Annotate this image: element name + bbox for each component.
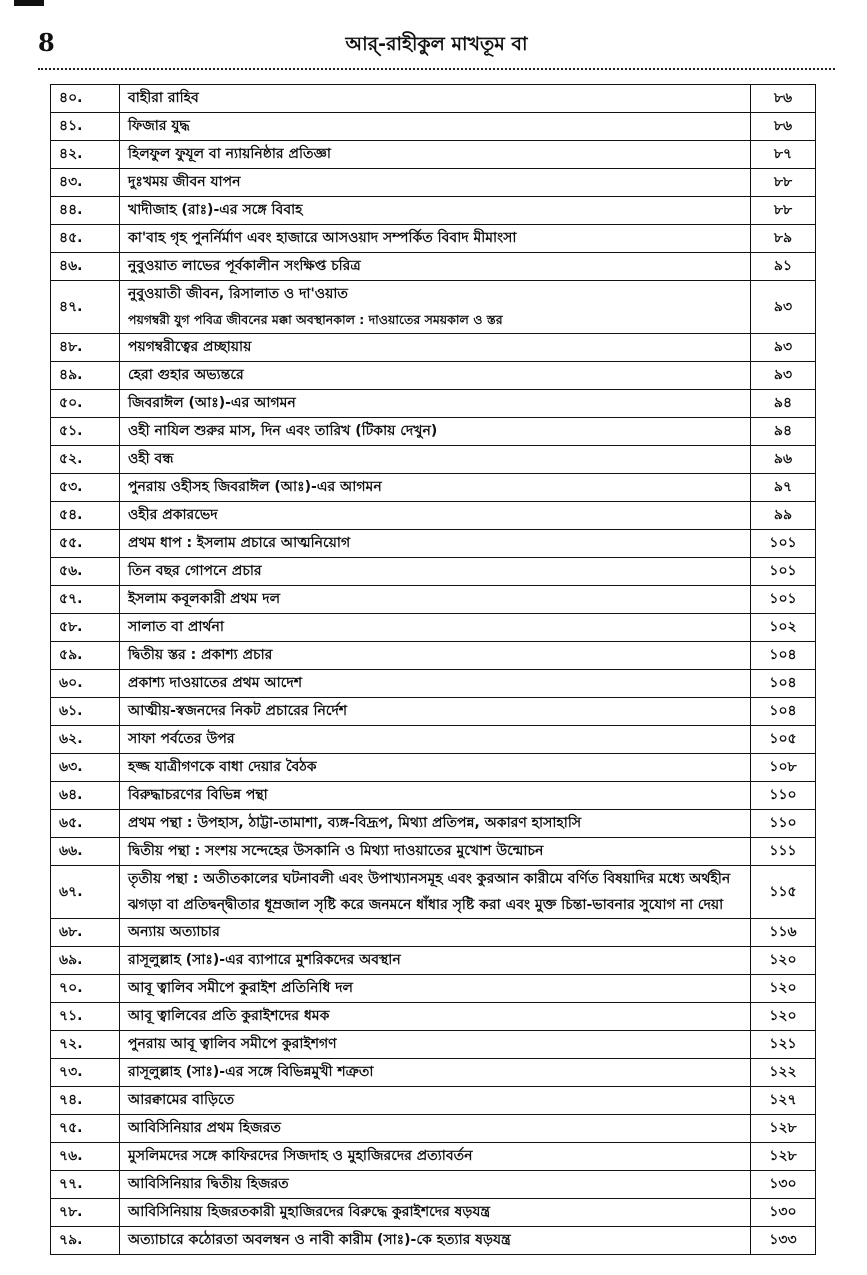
toc-entry-page: ৯৭	[751, 474, 816, 502]
toc-entry-title-cell	[120, 975, 751, 1003]
toc-entry-number: ৬৫.	[51, 810, 120, 838]
top-edge-bar	[14, 0, 44, 6]
toc-entry-number: ৭৮.	[51, 1199, 120, 1227]
toc-entry-page: ৯৩	[751, 281, 816, 334]
toc-entry-title: হিলফুল ফুযূল বা ন্যায়নিষ্ঠার প্রতিজ্ঞা	[128, 146, 331, 162]
toc-entry-title-cell	[120, 253, 751, 281]
toc-entry-title: হেরা গুহার অভ্যন্তরে	[128, 367, 244, 383]
toc-row	[51, 197, 816, 225]
toc-entry-number: ৬০.	[51, 670, 120, 698]
toc-entry-number: ৭৬.	[51, 1143, 120, 1171]
toc-entry-page: ১০৫	[751, 726, 816, 754]
toc-entry-page: ৯৩	[751, 362, 816, 390]
toc-entry-title-cell	[120, 502, 751, 530]
toc-row	[51, 169, 816, 197]
toc-row	[51, 975, 816, 1003]
toc-entry-number: ৪৭.	[51, 281, 120, 334]
toc-entry-title-cell	[120, 474, 751, 502]
toc-entry-title: কা'বাহ গৃহ পুনর্নির্মাণ এবং হাজারে আসওয়াদ সম্পর্কিত বিবাদ মীমাংসা	[128, 230, 517, 246]
page-number: 8	[38, 28, 55, 57]
toc-row	[51, 390, 816, 418]
toc-row	[51, 502, 816, 530]
toc-entry-title-cell	[120, 334, 751, 362]
toc-entry-title: সালাত বা প্রার্থনা	[128, 619, 224, 635]
toc-entry-number: ৬৮.	[51, 919, 120, 947]
toc-entry-title: বিরুদ্ধাচরণের বিভিন্ন পন্থা	[128, 787, 268, 803]
toc-entry-page: ১০৪	[751, 642, 816, 670]
toc-entry-number: ৬৭.	[51, 866, 120, 919]
toc-entry-number: ৬৯.	[51, 947, 120, 975]
toc-entry-title-cell	[120, 782, 751, 810]
toc-entry-title-cell	[120, 947, 751, 975]
toc-entry-title: অন্যায় অত্যাচার	[128, 924, 220, 940]
toc-entry-title: তিন বছর গোপনে প্রচার	[128, 563, 262, 579]
toc-entry-title-cell	[120, 446, 751, 474]
toc-row	[51, 642, 816, 670]
toc-entry-title-cell	[120, 1059, 751, 1087]
toc-entry-page: ১১০	[751, 810, 816, 838]
toc-entry-title-cell	[120, 1087, 751, 1115]
toc-entry-page: ৮৬	[751, 113, 816, 141]
toc-entry-title-cell	[120, 810, 751, 838]
toc-entry-title: মুসলিমদের সঙ্গে কাফিরদের সিজদাহ ও মুহাজিরদের প্রত্যাবর্তন	[128, 1148, 473, 1164]
toc-entry-number: ৭০.	[51, 975, 120, 1003]
toc-row	[51, 1087, 816, 1115]
toc-entry-page: ১৩০	[751, 1171, 816, 1199]
toc-entry-page: ১০১	[751, 586, 816, 614]
toc-entry-page: ১০১	[751, 530, 816, 558]
toc-entry-number: ৫৭.	[51, 586, 120, 614]
toc-row	[51, 754, 816, 782]
toc-entry-title: তৃতীয় পন্থা : অতীতকালের ঘটনাবলী এবং উপাখ্যানসমূহ এবং কুরআন কারীমে বর্ণিত বিষয়াদির মধ্যে অর্থহীন	[128, 871, 731, 887]
toc-entry-page: ১০১	[751, 558, 816, 586]
toc-entry-title: আবিসিনিয়ার প্রথম হিজরত	[128, 1120, 281, 1136]
toc-entry-title-cell	[120, 1227, 751, 1255]
toc-entry-title-cell	[120, 85, 751, 113]
toc-row	[51, 141, 816, 169]
toc-entry-number: ৭২.	[51, 1031, 120, 1059]
toc-entry-number: ৭৯.	[51, 1227, 120, 1255]
toc-entry-title-cell	[120, 670, 751, 698]
toc-entry-title: দ্বিতীয় পন্থা : সংশয় সন্দেহের উসকানি ও মিথ্যা দাওয়াতের মুখোশ উন্মোচন	[128, 843, 544, 859]
header-divider	[38, 68, 835, 70]
toc-entry-page: ১২০	[751, 975, 816, 1003]
toc-row	[51, 1199, 816, 1227]
toc-entry-number: ৬৪.	[51, 782, 120, 810]
toc-entry-title-cell	[120, 530, 751, 558]
toc-entry-number: ৬৬.	[51, 838, 120, 866]
toc-entry-number: ৫০.	[51, 390, 120, 418]
toc-row	[51, 866, 816, 919]
toc-entry-title-continued: ঝগড়া বা প্রতিদ্বন্দ্বীতার ধূম্রজাল সৃষ্টি করে জনমনে ধাঁধার সৃষ্টি করা এবং মুক্ত চিন্তা-ভাবনার সুযোগ না দেয়া	[128, 897, 724, 913]
toc-entry-page: ৯৪	[751, 390, 816, 418]
toc-entry-page: ৮৮	[751, 197, 816, 225]
toc-row	[51, 670, 816, 698]
toc-entry-page: ১০৮	[751, 754, 816, 782]
toc-entry-title: দুঃখময় জীবন যাপন	[128, 174, 241, 190]
toc-entry-page: ১১৬	[751, 919, 816, 947]
toc-entry-page: ১২৮	[751, 1143, 816, 1171]
toc-row	[51, 810, 816, 838]
toc-entry-title: খাদীজাহ (রাঃ)-এর সঙ্গে বিবাহ	[128, 202, 303, 218]
toc-row	[51, 1003, 816, 1031]
toc-entry-title: ইসলাম কবূলকারী প্রথম দল	[128, 591, 281, 607]
toc-row	[51, 1031, 816, 1059]
toc-entry-title-cell	[120, 225, 751, 253]
toc-entry-number: ৫৬.	[51, 558, 120, 586]
toc-entry-title: অত্যাচারে কঠোরতা অবলম্বন ও নাবী কারীম (সাঃ)-কে হত্যার ষড়যন্ত্র	[128, 1232, 511, 1248]
toc-entry-title: বাহীরা রাহিব	[128, 90, 199, 106]
toc-row	[51, 530, 816, 558]
toc-entry-number: ৫৫.	[51, 530, 120, 558]
toc-row	[51, 334, 816, 362]
toc-entry-title-cell	[120, 197, 751, 225]
toc-entry-number: ৫২.	[51, 446, 120, 474]
toc-entry-page: ৯৬	[751, 446, 816, 474]
toc-row	[51, 614, 816, 642]
toc-entry-number: ৪২.	[51, 141, 120, 169]
toc-entry-title-cell	[120, 919, 751, 947]
toc-row	[51, 281, 816, 334]
toc-entry-title-cell	[120, 1003, 751, 1031]
toc-entry-number: ৫৯.	[51, 642, 120, 670]
toc-entry-page: ১২০	[751, 1003, 816, 1031]
toc-entry-page: ১১৫	[751, 866, 816, 919]
toc-entry-title-cell	[120, 586, 751, 614]
toc-entry-page: ১১১	[751, 838, 816, 866]
toc-entry-title-cell	[120, 754, 751, 782]
toc-row	[51, 698, 816, 726]
toc-entry-number: ৫৪.	[51, 502, 120, 530]
toc-entry-title: পয়গম্বরীত্বের প্রচ্ছায়ায়	[128, 339, 252, 355]
toc-entry-page: ১০২	[751, 614, 816, 642]
toc-entry-number: ৪৪.	[51, 197, 120, 225]
toc-entry-page: ১৩০	[751, 1199, 816, 1227]
toc-entry-number: ৪৬.	[51, 253, 120, 281]
toc-row	[51, 586, 816, 614]
toc-entry-title-cell	[120, 169, 751, 197]
toc-entry-title-cell	[120, 1171, 751, 1199]
toc-entry-title: প্রকাশ্য দাওয়াতের প্রথম আদেশ	[128, 675, 303, 691]
toc-entry-number: ৭৭.	[51, 1171, 120, 1199]
toc-entry-page: ৮৬	[751, 85, 816, 113]
toc-entry-page: ৯৯	[751, 502, 816, 530]
toc-row	[51, 418, 816, 446]
toc-entry-number: ৪৫.	[51, 225, 120, 253]
toc-entry-title: দ্বিতীয় স্তর : প্রকাশ্য প্রচার	[128, 647, 273, 663]
toc-entry-title: আরক্বামের বাড়িতে	[128, 1092, 235, 1108]
toc-entry-number: ৭৩.	[51, 1059, 120, 1087]
toc-entry-title: আত্মীয়-স্বজনদের নিকট প্রচারের নির্দেশ	[128, 703, 348, 719]
toc-entry-title-cell	[120, 1143, 751, 1171]
toc-entry-page: ১৩৩	[751, 1227, 816, 1255]
toc-row	[51, 362, 816, 390]
toc-row	[51, 947, 816, 975]
toc-entry-page: ৮৭	[751, 141, 816, 169]
toc-body	[51, 85, 816, 1255]
toc-entry-title-cell	[120, 141, 751, 169]
toc-entry-title-cell	[120, 866, 751, 919]
toc-entry-title: সাফা পর্বতের উপর	[128, 731, 235, 747]
toc-row	[51, 919, 816, 947]
toc-entry-title: আবিসিনিয়ায় হিজরতকারী মুহাজিরদের বিরুদ্ধে কুরাইশদের ষড়যন্ত্র	[128, 1204, 491, 1220]
toc-entry-number: ৭১.	[51, 1003, 120, 1031]
toc-entry-title: আবূ ত্বালিবের প্রতি কুরাইশদের ধমক	[128, 1008, 330, 1024]
toc-row	[51, 85, 816, 113]
toc-entry-number: ৭৪.	[51, 1087, 120, 1115]
toc-entry-page: ৮৮	[751, 169, 816, 197]
toc-entry-title-cell	[120, 390, 751, 418]
toc-entry-title: আবূ ত্বালিব সমীপে কুরাইশ প্রতিনিধি দল	[128, 980, 353, 996]
toc-entry-title-cell	[120, 642, 751, 670]
toc-entry-title-cell	[120, 362, 751, 390]
toc-entry-page: ১২২	[751, 1059, 816, 1087]
toc-entry-page: ১১০	[751, 782, 816, 810]
toc-entry-title: প্রথম ধাপ : ইসলাম প্রচারে আত্মনিয়োগ	[128, 535, 351, 551]
page-header	[38, 26, 835, 62]
toc-entry-title-cell	[120, 113, 751, 141]
toc-row	[51, 726, 816, 754]
toc-entry-number: ৬৩.	[51, 754, 120, 782]
toc-entry-title: পুনরায় আবূ ত্বালিব সমীপে কুরাইশগণ	[128, 1036, 337, 1052]
toc-entry-title-cell	[120, 614, 751, 642]
toc-entry-title: পুনরায় ওহীসহ জিবরাঈল (আঃ)-এর আগমন	[128, 479, 382, 495]
toc-entry-title: নুবুওয়াতী জীবন, রিসালাত ও দা'ওয়াত	[128, 286, 348, 302]
toc-entry-number: ৬২.	[51, 726, 120, 754]
toc-row	[51, 1171, 816, 1199]
toc-entry-title: রাসূলুল্লাহ (সাঃ)-এর সঙ্গে বিভিন্নমুখী শত্রুতা	[128, 1064, 374, 1080]
toc-entry-title: রাসূলুল্লাহ (সাঃ)-এর ব্যাপারে মুশরিকদের অবস্থান	[128, 952, 401, 968]
toc-row	[51, 113, 816, 141]
toc-entry-number: ৬১.	[51, 698, 120, 726]
toc-entry-title: আবিসিনিয়ার দ্বিতীয় হিজরত	[128, 1176, 289, 1192]
toc-row	[51, 1143, 816, 1171]
toc-entry-title-cell	[120, 726, 751, 754]
toc-entry-title-cell	[120, 698, 751, 726]
running-title: আর্-রাহীকুল মাখতূম বা	[345, 33, 528, 55]
table-of-contents	[50, 84, 816, 1255]
toc-entry-page: ৯৩	[751, 334, 816, 362]
toc-entry-page: ১২৮	[751, 1115, 816, 1143]
toc-entry-title: জিবরাঈল (আঃ)-এর আগমন	[128, 395, 296, 411]
toc-entry-title: হজ্জ যাত্রীগণকে বাধা দেয়ার বৈঠক	[128, 759, 317, 775]
toc-entry-number: ৫৮.	[51, 614, 120, 642]
toc-entry-title-cell	[120, 838, 751, 866]
toc-entry-title: ওহীর প্রকারভেদ	[128, 507, 218, 523]
toc-entry-page: ১০৪	[751, 698, 816, 726]
toc-entry-title-cell	[120, 1031, 751, 1059]
toc-entry-title-cell	[120, 1199, 751, 1227]
toc-entry-page: ১২০	[751, 947, 816, 975]
toc-row	[51, 838, 816, 866]
toc-entry-page: ৯১	[751, 253, 816, 281]
toc-entry-number: ৪৩.	[51, 169, 120, 197]
toc-entry-title-cell	[120, 281, 751, 334]
toc-entry-page: ৮৯	[751, 225, 816, 253]
toc-entry-page: ৯৪	[751, 418, 816, 446]
toc-entry-page: ১২৭	[751, 1087, 816, 1115]
toc-row	[51, 1227, 816, 1255]
toc-entry-number: ৪৮.	[51, 334, 120, 362]
toc-entry-number: ৪১.	[51, 113, 120, 141]
toc-entry-subtitle: পয়গম্বরী যুগ পবিত্র জীবনের মক্কা অবস্থানকাল : দাওয়াতের সময়কাল ও স্তর	[128, 312, 503, 327]
toc-row	[51, 1115, 816, 1143]
toc-entry-page: ১২১	[751, 1031, 816, 1059]
toc-entry-title: ওহী নাযিল শুরুর মাস, দিন এবং তারিখ (টিকায় দেখুন)	[128, 423, 438, 439]
toc-entry-title: ওহী বন্ধ	[128, 451, 174, 467]
toc-entry-title-cell	[120, 1115, 751, 1143]
toc-entry-number: ৫১.	[51, 418, 120, 446]
toc-row	[51, 1059, 816, 1087]
toc-row	[51, 446, 816, 474]
toc-row	[51, 474, 816, 502]
toc-entry-page: ১০৪	[751, 670, 816, 698]
toc-entry-number: ৭৫.	[51, 1115, 120, 1143]
toc-entry-title-cell	[120, 558, 751, 586]
toc-row	[51, 225, 816, 253]
toc-row	[51, 253, 816, 281]
toc-entry-title: নুবুওয়াত লাভের পূর্বকালীন সংক্ষিপ্ত চরিত্র	[128, 258, 361, 274]
toc-entry-number: ৪০.	[51, 85, 120, 113]
toc-entry-title-cell	[120, 418, 751, 446]
toc-row	[51, 558, 816, 586]
toc-entry-number: ৫৩.	[51, 474, 120, 502]
toc-entry-title: ফিজার যুদ্ধ	[128, 118, 190, 134]
toc-entry-number: ৪৯.	[51, 362, 120, 390]
toc-row	[51, 782, 816, 810]
toc-entry-title: প্রথম পন্থা : উপহাস, ঠাট্টা-তামাশা, ব্যঙ্গ-বিদ্রূপ, মিথ্যা প্রতিপন্ন, অকারণ হাসাহাসি	[128, 815, 582, 831]
